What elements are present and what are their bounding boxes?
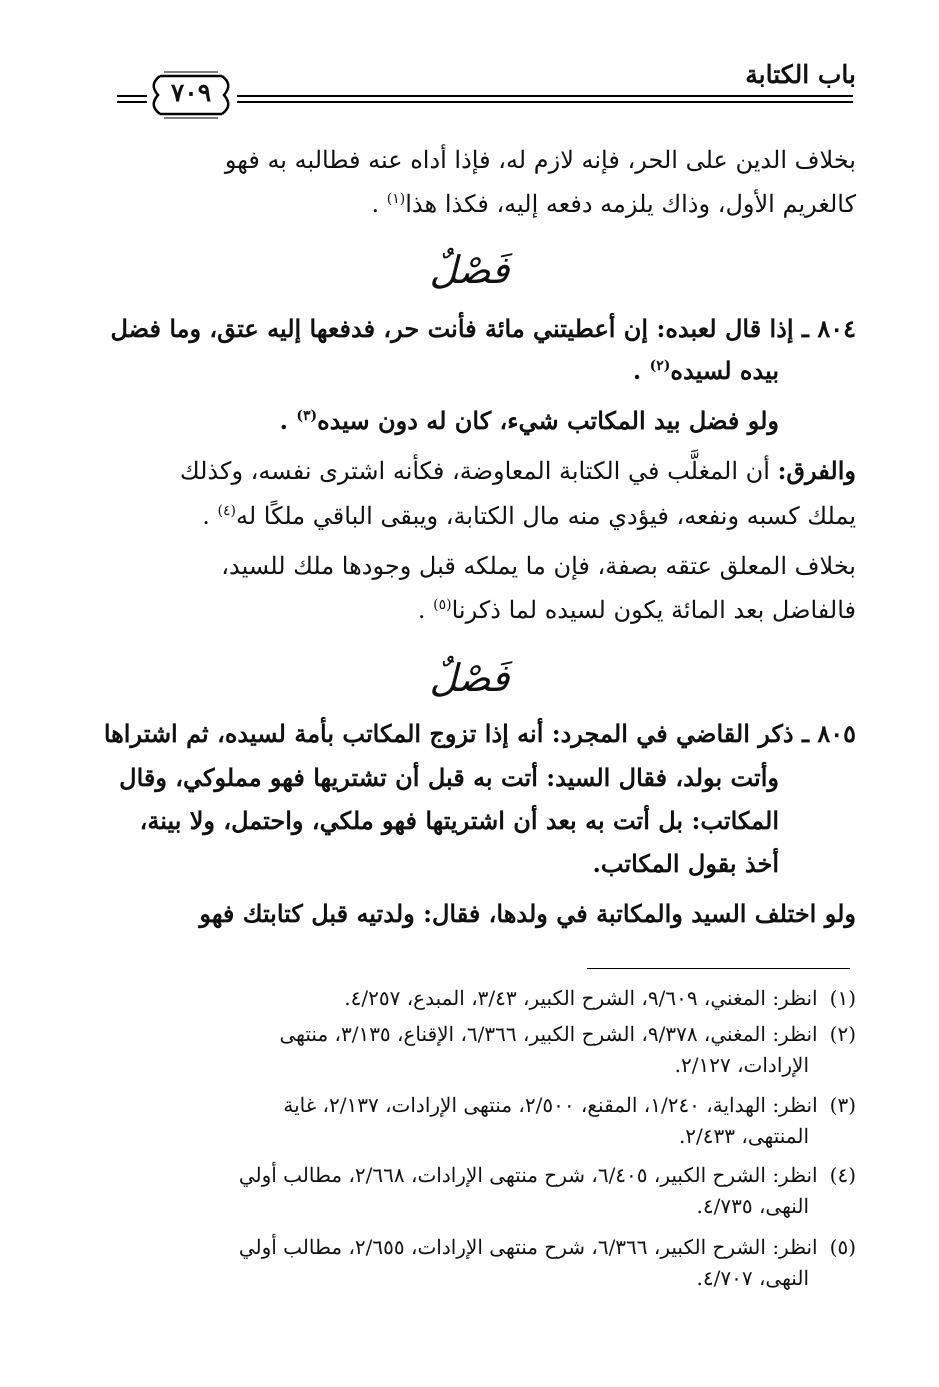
footnote-continuation: النهى، ٤/٧٠٧.	[696, 1266, 809, 1290]
question-805-line: المكاتب: بل أتت به بعد أن اشتريتها فهو ملكي، واحتمل، ولا بينة،	[139, 806, 779, 835]
question-804-line: ٨٠٤ ـ إذا قال لعبده: إن أعطيتني مائة فأنت حر، فدفعها إليه عتق، وما فضل	[110, 314, 856, 343]
footnote-ref[interactable]: (٢)	[649, 358, 671, 374]
footnote: (٢)انظر: المغني، ٩/٣٧٨، الشرح الكبير، ٦/٣٦٦، الإقناع، ٣/١٣٥، منتهى	[279, 1019, 856, 1049]
footnote-ref[interactable]: (١)	[386, 191, 406, 207]
footnote-number: (٤)	[829, 1163, 856, 1187]
page-number: ٧٠٩	[170, 78, 212, 107]
footnote: (٣)انظر: الهداية، ١/٢٤٠، المقنع، ٢/٥٠٠، منتهى الإرادات، ٢/١٣٧، غاية	[283, 1090, 856, 1120]
footnote-number: (٥)	[829, 1235, 856, 1259]
text-line: بخلاف المعلق عتقه بصفة، فإن ما يملكه قبل وجودها ملك للسيد،	[221, 552, 856, 580]
footnote-number: (١)	[829, 986, 856, 1010]
footnote-ref[interactable]: (٣)	[296, 408, 318, 424]
question-805-line: أخذ بقول المكاتب.	[592, 849, 779, 878]
text-line: ولو اختلف السيد والمكاتبة في ولدها، فقال: ولدتيه قبل كتابتك فهو	[199, 899, 856, 928]
section-heading: فَصْلٌ	[429, 656, 510, 700]
footnote: (١)انظر: المغني، ٩/٦٠٩، الشرح الكبير، ٣/٤٣، المبدع، ٤/٢٥٧.	[344, 983, 856, 1013]
footnote: (٥)انظر: الشرح الكبير، ٦/٣٦٦، شرح منتهى الإرادات، ٢/٦٥٥، مطالب أولي	[239, 1232, 856, 1262]
footnote-ref[interactable]: (٥)	[433, 597, 452, 613]
text-line: بخلاف الدين على الحر، فإنه لازم له، فإذا أداه عنه فطالبه به فهو	[224, 146, 856, 174]
header-rule	[237, 101, 853, 103]
text-line: يملك كسبه ونفعه، فيؤدي منه مال الكتابة، ويبقى الباقي ملكًا له$^{(٤)}$ .	[202, 502, 856, 530]
footnote-continuation: النهى، ٤/٧٣٥.	[696, 1194, 809, 1218]
footnote-continuation: المنتهى، ٢/٤٣٣.	[678, 1124, 809, 1148]
question-805-line: وأتت بولد، فقال السيد: أتت به قبل أن تشتريها فهو مملوكي، وقال	[119, 763, 779, 792]
farq-label: والفرق:	[777, 456, 856, 485]
question-804-line: بيده لسيده$^{(٢)}$ .	[632, 356, 779, 385]
text-line: كالغريم الأول، وذاك يلزمه دفعه إليه، فكذا هذا$^{(١)}$ .	[371, 190, 856, 218]
section-heading: فَصْلٌ	[429, 248, 510, 292]
page-number-frame	[150, 70, 232, 120]
footnote: (٤)انظر: الشرح الكبير، ٦/٤٠٥، شرح منتهى الإرادات، ٢/٦٦٨، مطالب أولي	[239, 1160, 856, 1190]
header-rule	[237, 95, 853, 97]
question-805-line: ٨٠٥ ـ ذكر القاضي في المجرد: أنه إذا تزوج المكاتب بأمة لسيده، ثم اشتراها	[103, 719, 856, 748]
header-rule-left	[117, 95, 147, 97]
text-line: ولو فضل بيد المكاتب شيء، كان له دون سيده$^{(٣)}$ .	[279, 406, 779, 435]
footnote-ref[interactable]: (٤)	[217, 503, 236, 519]
text-line: والفرق: أن المغلَّب في الكتابة المعاوضة، فكأنه اشترى نفسه، وكذلك	[179, 456, 856, 485]
footnote-separator	[587, 968, 850, 969]
text-line: فالفاضل بعد المائة يكون لسيده لما ذكرنا$^{(٥)}$ .	[417, 596, 856, 624]
header-rule-left	[117, 101, 147, 103]
footnote-continuation: الإرادات، ٢/١٢٧.	[674, 1053, 809, 1077]
footnote-number: (٢)	[829, 1022, 856, 1046]
chapter-title: باب الكتابة	[745, 60, 856, 89]
footnote-number: (٣)	[829, 1093, 856, 1117]
